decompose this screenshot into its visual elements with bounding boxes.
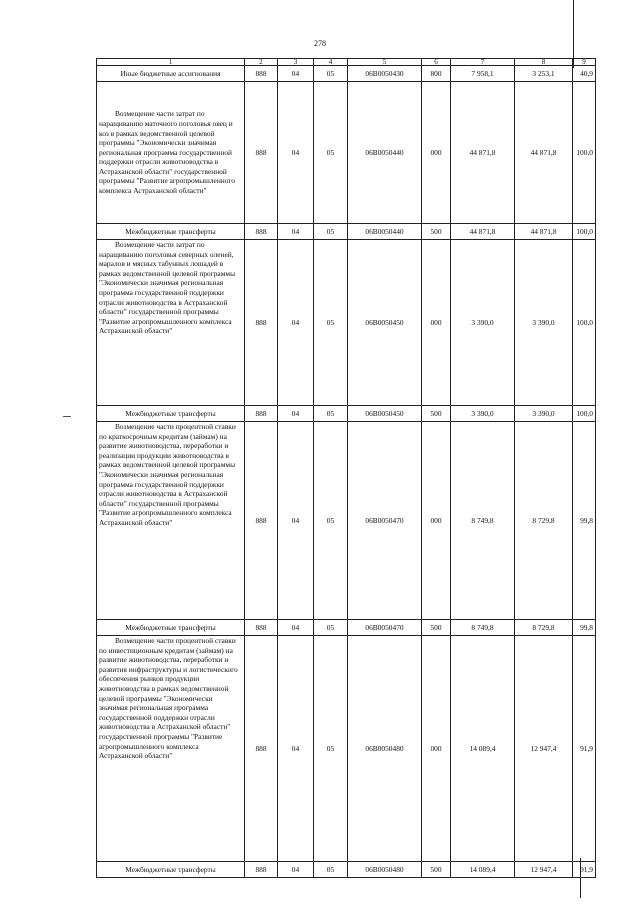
cell-percent: 100,0 xyxy=(573,406,596,422)
header-cell: 2 xyxy=(245,59,278,66)
cell-subsection: 05 xyxy=(314,66,348,82)
cell-target-article: 06В0050440 xyxy=(348,82,422,224)
cell-admin: 888 xyxy=(245,224,278,240)
cell-expense-type: 000 xyxy=(422,636,451,862)
cell-subsection: 05 xyxy=(314,422,348,620)
cell-admin: 888 xyxy=(245,240,278,406)
cell-percent: 100,0 xyxy=(573,240,596,406)
cell-planned: 14 089,4 xyxy=(451,862,515,878)
cell-executed: 8 729,8 xyxy=(515,422,573,620)
row-name-text: Возмещение части процентной ставки по краткосрочным кредитам (займам) на развитие животноводства, переработки и реализации продукции животноводства в рамках ведомственной целевой программы "Экономически значимая региональная программа государственной поддержки отрасли животноводства в Астраханской области" государственной программы "Развитие агропромышленного комплекса Астраханской области" xyxy=(99,422,236,527)
row-name xyxy=(97,422,245,620)
header-cell: 4 xyxy=(314,59,348,66)
cell-admin: 888 xyxy=(245,82,278,224)
cell-section: 04 xyxy=(278,422,314,620)
header-cell: 3 xyxy=(278,59,314,66)
cell-percent: 91,9 xyxy=(573,636,596,862)
header-cell: 7 xyxy=(451,59,515,66)
cell-executed: 3 390,0 xyxy=(515,406,573,422)
table-row xyxy=(97,636,596,862)
cell-planned: 44 871,8 xyxy=(451,82,515,224)
cell-executed: 44 871,8 xyxy=(515,82,573,224)
header-cell: 5 xyxy=(348,59,422,66)
row-name: Межбюджетные трансферты xyxy=(97,224,245,240)
cell-expense-type: 500 xyxy=(422,620,451,636)
cell-admin: 888 xyxy=(245,620,278,636)
row-name-text: Возмещение части процентной ставки по инвестиционным кредитам (займам) на развитие животноводства, переработки и развития инфраструктуры и логистического обеспечения рынков продукции животноводства в рамках ведомственной целевой программы "Экономически значимая региональная программа государственной поддержки отрасли животноводства в Астраханской области" государственной программы "Развитие агропромышленного комплекса Астраханской области" xyxy=(99,636,238,761)
cell-admin: 888 xyxy=(245,862,278,878)
row-name: Иные бюджетные ассигнования xyxy=(97,66,245,82)
cell-section: 04 xyxy=(278,406,314,422)
row-name: Межбюджетные трансферты xyxy=(97,620,245,636)
row-name: Межбюджетные трансферты xyxy=(97,406,245,422)
page-number: 278 xyxy=(314,39,326,48)
cell-percent: 99,8 xyxy=(573,620,596,636)
cell-target-article: 06В0050470 xyxy=(348,422,422,620)
cell-target-article: 06В0050430 xyxy=(348,66,422,82)
row-name-text: Возмещение части затрат по наращиванию маточного поголовья овец и коз в рамках ведомственной целевой программы "Экономически значимая региональная программа государственной поддержки отрасли животноводства в Астраханской области" государственной программы "Развитие агропромышленного комплекса Астраханской области" xyxy=(99,109,235,196)
cell-admin: 888 xyxy=(245,422,278,620)
cell-target-article: 06В0050480 xyxy=(348,636,422,862)
header-cell: 9 xyxy=(573,59,596,66)
cell-planned: 14 089,4 xyxy=(451,636,515,862)
cell-planned: 44 871,8 xyxy=(451,224,515,240)
cell-subsection: 05 xyxy=(314,82,348,224)
table-row xyxy=(97,66,596,82)
table-row xyxy=(97,224,596,240)
row-name-text: Возмещение части затрат по наращиванию поголовья северных оленей, маралов и мясных табунных лошадей в рамках ведомственной целевой программы "Экономически значимая региональная программа государственной поддержки отрасли животноводства в Астраханской области" государственной программы "Развитие агропромышленного комплекса Астраханской области" xyxy=(99,240,236,336)
cell-target-article: 06В0050440 xyxy=(348,224,422,240)
cell-section: 04 xyxy=(278,862,314,878)
cell-percent: 91,9 xyxy=(573,862,596,878)
header-cell: 1 xyxy=(97,59,245,66)
table-row xyxy=(97,406,596,422)
cell-expense-type: 500 xyxy=(422,862,451,878)
row-name: Межбюджетные трансферты xyxy=(97,862,245,878)
cell-percent: 100,0 xyxy=(573,82,596,224)
cell-percent: 99,8 xyxy=(573,422,596,620)
cell-expense-type: 800 xyxy=(422,66,451,82)
cell-section: 04 xyxy=(278,66,314,82)
table-row xyxy=(97,240,596,406)
cell-section: 04 xyxy=(278,636,314,862)
header-cell: 6 xyxy=(422,59,451,66)
cell-section: 04 xyxy=(278,620,314,636)
cell-percent: 40,9 xyxy=(573,66,596,82)
cell-executed: 44 871,8 xyxy=(515,224,573,240)
cell-subsection: 05 xyxy=(314,636,348,862)
cell-expense-type: 000 xyxy=(422,240,451,406)
cell-executed: 3 253,1 xyxy=(515,66,573,82)
cell-planned: 3 390,0 xyxy=(451,240,515,406)
cell-expense-type: 500 xyxy=(422,224,451,240)
cell-section: 04 xyxy=(278,224,314,240)
table-row xyxy=(97,862,596,878)
cell-admin: 888 xyxy=(245,66,278,82)
cell-subsection: 05 xyxy=(314,406,348,422)
scan-mark xyxy=(63,416,71,417)
cell-section: 04 xyxy=(278,82,314,224)
cell-subsection: 05 xyxy=(314,224,348,240)
row-name xyxy=(97,82,245,224)
cell-executed: 8 729,8 xyxy=(515,620,573,636)
row-name xyxy=(97,636,245,862)
cell-section: 04 xyxy=(278,240,314,406)
cell-executed: 12 947,4 xyxy=(515,636,573,862)
cell-subsection: 05 xyxy=(314,240,348,406)
cell-executed: 3 390,0 xyxy=(515,240,573,406)
cell-target-article: 06В0050450 xyxy=(348,406,422,422)
cell-admin: 888 xyxy=(245,406,278,422)
cell-expense-type: 000 xyxy=(422,82,451,224)
cell-executed: 12 947,4 xyxy=(515,862,573,878)
table-row xyxy=(97,82,596,224)
table-row xyxy=(97,422,596,620)
cell-expense-type: 000 xyxy=(422,422,451,620)
cell-planned: 8 749,8 xyxy=(451,422,515,620)
row-name xyxy=(97,240,245,406)
header-row xyxy=(97,59,596,66)
cell-planned: 8 749,8 xyxy=(451,620,515,636)
cell-planned: 7 958,1 xyxy=(451,66,515,82)
cell-target-article: 06В0050450 xyxy=(348,240,422,406)
header-cell: 8 xyxy=(515,59,573,66)
cell-subsection: 05 xyxy=(314,862,348,878)
cell-expense-type: 500 xyxy=(422,406,451,422)
cell-target-article: 06В0050480 xyxy=(348,862,422,878)
cell-target-article: 06В0050470 xyxy=(348,620,422,636)
budget-table xyxy=(96,58,596,878)
cell-subsection: 05 xyxy=(314,620,348,636)
cell-percent: 100,0 xyxy=(573,224,596,240)
cell-admin: 888 xyxy=(245,636,278,862)
cell-planned: 3 390,0 xyxy=(451,406,515,422)
table-row xyxy=(97,620,596,636)
